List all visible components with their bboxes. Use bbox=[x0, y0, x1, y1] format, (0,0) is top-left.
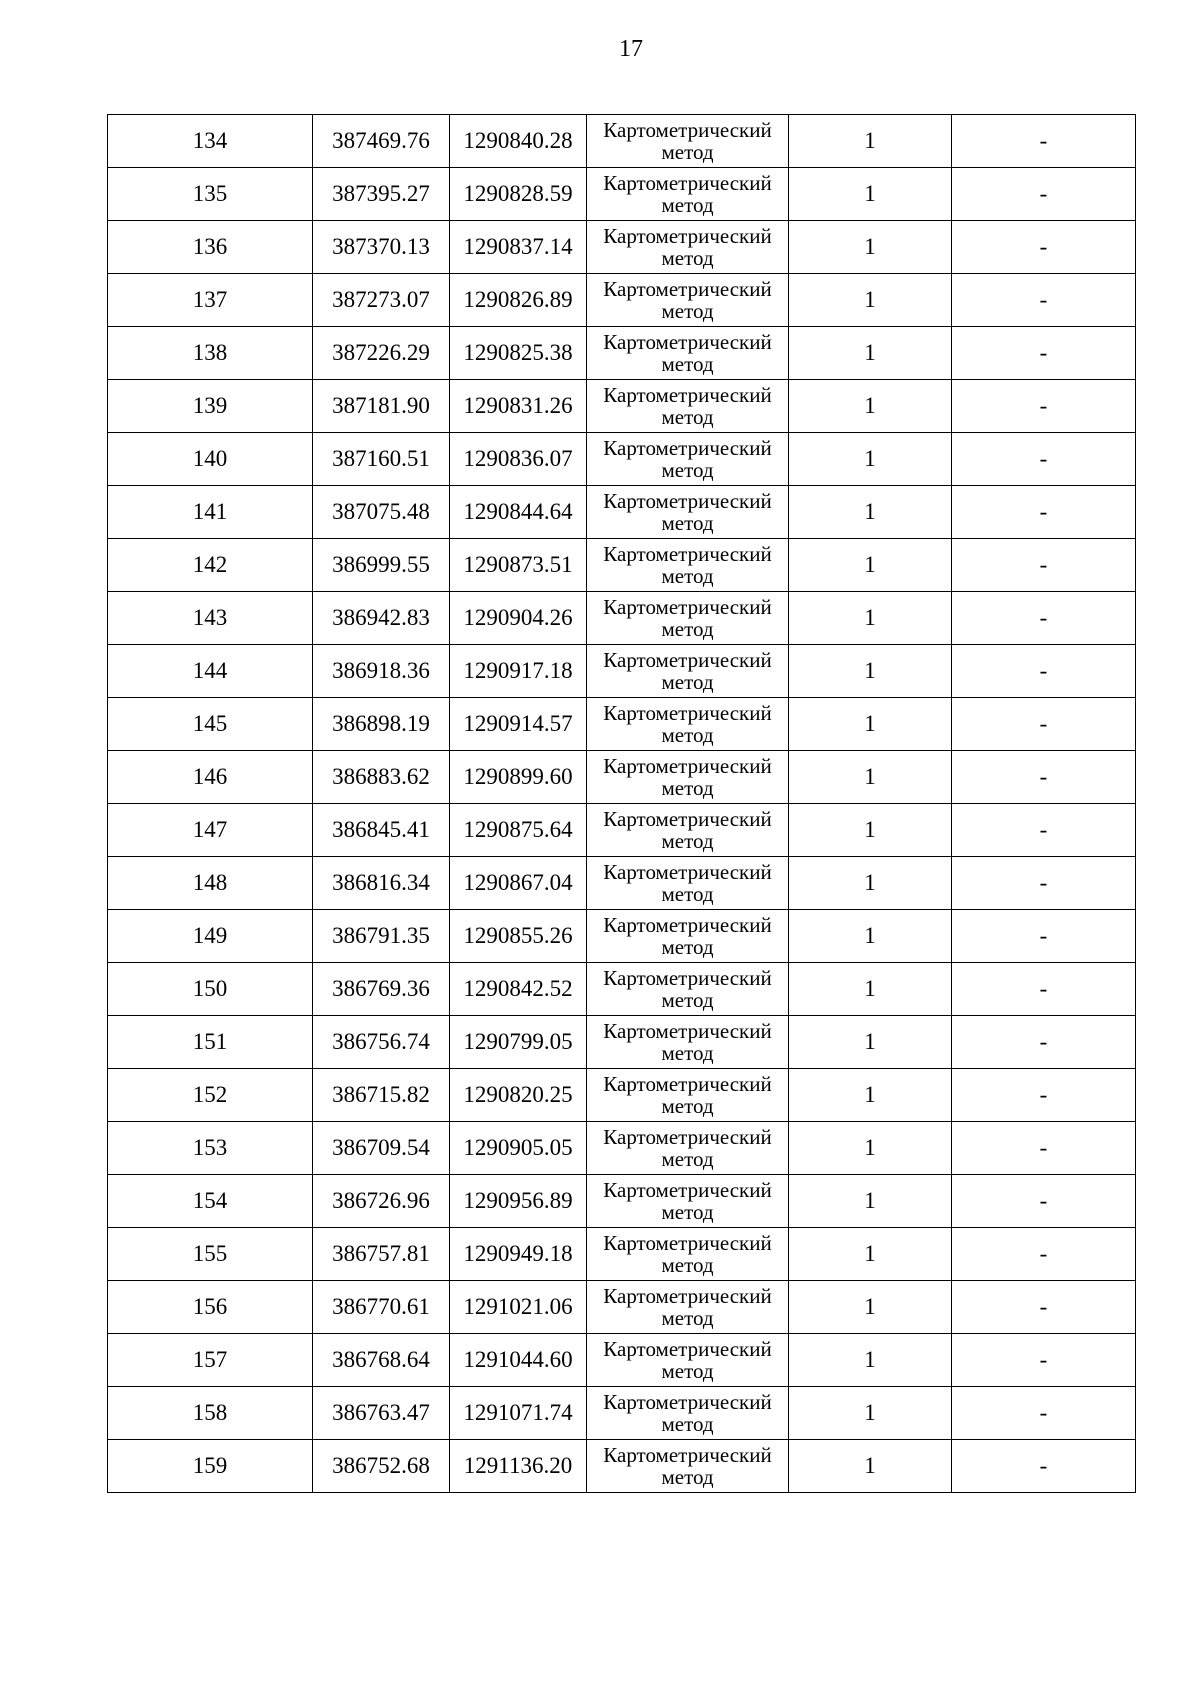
y-coordinate-cell: 1290836.07 bbox=[450, 433, 587, 486]
x-coordinate-cell: 386763.47 bbox=[313, 1387, 450, 1440]
method-line1: Картометрический bbox=[603, 1178, 772, 1202]
table-row bbox=[108, 433, 1136, 486]
method-line2: метод bbox=[661, 1094, 714, 1118]
method-cell bbox=[587, 1387, 789, 1440]
method-cell bbox=[587, 221, 789, 274]
method-line1: Картометрический bbox=[603, 1231, 772, 1255]
y-coordinate-cell: 1290917.18 bbox=[450, 645, 587, 698]
note-cell: - bbox=[952, 1228, 1136, 1281]
point-number-cell: 139 bbox=[108, 380, 313, 433]
method-line1: Картометрический bbox=[603, 1019, 772, 1043]
table-row bbox=[108, 1440, 1136, 1493]
note-cell: - bbox=[952, 1281, 1136, 1334]
point-number-cell: 135 bbox=[108, 168, 313, 221]
method-line1: Картометрический bbox=[603, 489, 772, 513]
method-line2: метод bbox=[661, 988, 714, 1012]
table-row bbox=[108, 804, 1136, 857]
y-coordinate-cell: 1291021.06 bbox=[450, 1281, 587, 1334]
method-line2: метод bbox=[661, 935, 714, 959]
accuracy-cell: 1 bbox=[789, 857, 952, 910]
method-cell bbox=[587, 1122, 789, 1175]
table-row bbox=[108, 1228, 1136, 1281]
x-coordinate-cell: 386709.54 bbox=[313, 1122, 450, 1175]
method-cell bbox=[587, 751, 789, 804]
y-coordinate-cell: 1290825.38 bbox=[450, 327, 587, 380]
y-coordinate-cell: 1290905.05 bbox=[450, 1122, 587, 1175]
point-number-cell: 158 bbox=[108, 1387, 313, 1440]
method-cell bbox=[587, 327, 789, 380]
point-number-cell: 143 bbox=[108, 592, 313, 645]
table-row bbox=[108, 1334, 1136, 1387]
method-line2: метод bbox=[661, 299, 714, 323]
method-line1: Картометрический bbox=[603, 1443, 772, 1467]
accuracy-cell: 1 bbox=[789, 433, 952, 486]
method-line1: Картометрический bbox=[603, 436, 772, 460]
x-coordinate-cell: 386769.36 bbox=[313, 963, 450, 1016]
method-line1: Картометрический bbox=[603, 1125, 772, 1149]
x-coordinate-cell: 386770.61 bbox=[313, 1281, 450, 1334]
x-coordinate-cell: 386918.36 bbox=[313, 645, 450, 698]
table-row bbox=[108, 380, 1136, 433]
method-cell bbox=[587, 1016, 789, 1069]
y-coordinate-cell: 1290855.26 bbox=[450, 910, 587, 963]
point-number-cell: 157 bbox=[108, 1334, 313, 1387]
method-line1: Картометрический bbox=[603, 595, 772, 619]
method-cell bbox=[587, 1175, 789, 1228]
method-line2: метод bbox=[661, 829, 714, 853]
accuracy-cell: 1 bbox=[789, 963, 952, 1016]
x-coordinate-cell: 386999.55 bbox=[313, 539, 450, 592]
method-line2: метод bbox=[661, 1465, 714, 1489]
y-coordinate-cell: 1291136.20 bbox=[450, 1440, 587, 1493]
method-line1: Картометрический bbox=[603, 1072, 772, 1096]
y-coordinate-cell: 1290844.64 bbox=[450, 486, 587, 539]
method-line1: Картометрический bbox=[603, 807, 772, 831]
method-cell bbox=[587, 1440, 789, 1493]
method-line2: метод bbox=[661, 140, 714, 164]
y-coordinate-cell: 1290904.26 bbox=[450, 592, 587, 645]
y-coordinate-cell: 1290873.51 bbox=[450, 539, 587, 592]
point-number-cell: 147 bbox=[108, 804, 313, 857]
coordinates-table bbox=[107, 114, 1136, 1493]
method-cell bbox=[587, 804, 789, 857]
coordinates-table-body bbox=[108, 115, 1136, 1493]
table-row bbox=[108, 1387, 1136, 1440]
table-row bbox=[108, 539, 1136, 592]
y-coordinate-cell: 1290826.89 bbox=[450, 274, 587, 327]
y-coordinate-cell: 1291044.60 bbox=[450, 1334, 587, 1387]
accuracy-cell: 1 bbox=[789, 327, 952, 380]
x-coordinate-cell: 386768.64 bbox=[313, 1334, 450, 1387]
method-line1: Картометрический bbox=[603, 277, 772, 301]
point-number-cell: 145 bbox=[108, 698, 313, 751]
table-row bbox=[108, 963, 1136, 1016]
y-coordinate-cell: 1290875.64 bbox=[450, 804, 587, 857]
accuracy-cell: 1 bbox=[789, 1387, 952, 1440]
accuracy-cell: 1 bbox=[789, 221, 952, 274]
table-row bbox=[108, 1069, 1136, 1122]
note-cell: - bbox=[952, 1334, 1136, 1387]
method-line2: метод bbox=[661, 1147, 714, 1171]
note-cell: - bbox=[952, 910, 1136, 963]
method-line2: метод bbox=[661, 1306, 714, 1330]
table-row bbox=[108, 1016, 1136, 1069]
note-cell: - bbox=[952, 274, 1136, 327]
note-cell: - bbox=[952, 1175, 1136, 1228]
method-line2: метод bbox=[661, 352, 714, 376]
point-number-cell: 151 bbox=[108, 1016, 313, 1069]
method-cell bbox=[587, 1281, 789, 1334]
method-line2: метод bbox=[661, 1359, 714, 1383]
table-row bbox=[108, 592, 1136, 645]
x-coordinate-cell: 387469.76 bbox=[313, 115, 450, 168]
y-coordinate-cell: 1290820.25 bbox=[450, 1069, 587, 1122]
point-number-cell: 149 bbox=[108, 910, 313, 963]
method-line1: Картометрический bbox=[603, 330, 772, 354]
x-coordinate-cell: 386752.68 bbox=[313, 1440, 450, 1493]
accuracy-cell: 1 bbox=[789, 751, 952, 804]
note-cell: - bbox=[952, 327, 1136, 380]
method-cell bbox=[587, 857, 789, 910]
point-number-cell: 134 bbox=[108, 115, 313, 168]
point-number-cell: 155 bbox=[108, 1228, 313, 1281]
method-line1: Картометрический bbox=[603, 1337, 772, 1361]
point-number-cell: 148 bbox=[108, 857, 313, 910]
x-coordinate-cell: 386726.96 bbox=[313, 1175, 450, 1228]
accuracy-cell: 1 bbox=[789, 698, 952, 751]
x-coordinate-cell: 387370.13 bbox=[313, 221, 450, 274]
method-line1: Картометрический bbox=[603, 224, 772, 248]
accuracy-cell: 1 bbox=[789, 592, 952, 645]
note-cell: - bbox=[952, 963, 1136, 1016]
accuracy-cell: 1 bbox=[789, 1122, 952, 1175]
note-cell: - bbox=[952, 486, 1136, 539]
method-cell bbox=[587, 963, 789, 1016]
x-coordinate-cell: 387226.29 bbox=[313, 327, 450, 380]
accuracy-cell: 1 bbox=[789, 1281, 952, 1334]
method-line1: Картометрический bbox=[603, 383, 772, 407]
method-line1: Картометрический bbox=[603, 860, 772, 884]
accuracy-cell: 1 bbox=[789, 1228, 952, 1281]
point-number-cell: 150 bbox=[108, 963, 313, 1016]
method-line2: метод bbox=[661, 723, 714, 747]
note-cell: - bbox=[952, 1122, 1136, 1175]
table-row bbox=[108, 115, 1136, 168]
table-row bbox=[108, 1175, 1136, 1228]
note-cell: - bbox=[952, 539, 1136, 592]
method-cell bbox=[587, 1069, 789, 1122]
method-line2: метод bbox=[661, 246, 714, 270]
method-cell bbox=[587, 910, 789, 963]
method-line2: метод bbox=[661, 564, 714, 588]
note-cell: - bbox=[952, 221, 1136, 274]
point-number-cell: 146 bbox=[108, 751, 313, 804]
accuracy-cell: 1 bbox=[789, 115, 952, 168]
method-line2: метод bbox=[661, 882, 714, 906]
method-cell bbox=[587, 168, 789, 221]
y-coordinate-cell: 1290799.05 bbox=[450, 1016, 587, 1069]
x-coordinate-cell: 386898.19 bbox=[313, 698, 450, 751]
point-number-cell: 136 bbox=[108, 221, 313, 274]
method-line1: Картометрический bbox=[603, 966, 772, 990]
point-number-cell: 152 bbox=[108, 1069, 313, 1122]
x-coordinate-cell: 387273.07 bbox=[313, 274, 450, 327]
point-number-cell: 153 bbox=[108, 1122, 313, 1175]
method-line1: Картометрический bbox=[603, 701, 772, 725]
x-coordinate-cell: 387160.51 bbox=[313, 433, 450, 486]
x-coordinate-cell: 386845.41 bbox=[313, 804, 450, 857]
method-line1: Картометрический bbox=[603, 754, 772, 778]
table-row bbox=[108, 698, 1136, 751]
y-coordinate-cell: 1291071.74 bbox=[450, 1387, 587, 1440]
accuracy-cell: 1 bbox=[789, 168, 952, 221]
note-cell: - bbox=[952, 645, 1136, 698]
note-cell: - bbox=[952, 804, 1136, 857]
method-line2: метод bbox=[661, 511, 714, 535]
x-coordinate-cell: 386757.81 bbox=[313, 1228, 450, 1281]
method-cell bbox=[587, 274, 789, 327]
table-row bbox=[108, 168, 1136, 221]
y-coordinate-cell: 1290867.04 bbox=[450, 857, 587, 910]
table-row bbox=[108, 645, 1136, 698]
method-cell bbox=[587, 433, 789, 486]
method-cell bbox=[587, 645, 789, 698]
accuracy-cell: 1 bbox=[789, 539, 952, 592]
x-coordinate-cell: 386756.74 bbox=[313, 1016, 450, 1069]
method-line1: Картометрический bbox=[603, 171, 772, 195]
method-line2: метод bbox=[661, 405, 714, 429]
method-line1: Картометрический bbox=[603, 118, 772, 142]
table-row bbox=[108, 1122, 1136, 1175]
point-number-cell: 138 bbox=[108, 327, 313, 380]
x-coordinate-cell: 386942.83 bbox=[313, 592, 450, 645]
x-coordinate-cell: 386791.35 bbox=[313, 910, 450, 963]
method-cell bbox=[587, 1228, 789, 1281]
method-line2: метод bbox=[661, 776, 714, 800]
method-line1: Картометрический bbox=[603, 542, 772, 566]
note-cell: - bbox=[952, 857, 1136, 910]
accuracy-cell: 1 bbox=[789, 1069, 952, 1122]
point-number-cell: 154 bbox=[108, 1175, 313, 1228]
method-line1: Картометрический bbox=[603, 1284, 772, 1308]
y-coordinate-cell: 1290840.28 bbox=[450, 115, 587, 168]
y-coordinate-cell: 1290842.52 bbox=[450, 963, 587, 1016]
y-coordinate-cell: 1290837.14 bbox=[450, 221, 587, 274]
method-cell bbox=[587, 592, 789, 645]
accuracy-cell: 1 bbox=[789, 1440, 952, 1493]
accuracy-cell: 1 bbox=[789, 804, 952, 857]
x-coordinate-cell: 387395.27 bbox=[313, 168, 450, 221]
table-row bbox=[108, 221, 1136, 274]
point-number-cell: 144 bbox=[108, 645, 313, 698]
table-row bbox=[108, 486, 1136, 539]
method-cell bbox=[587, 486, 789, 539]
table-row bbox=[108, 857, 1136, 910]
accuracy-cell: 1 bbox=[789, 274, 952, 327]
y-coordinate-cell: 1290914.57 bbox=[450, 698, 587, 751]
method-line1: Картометрический bbox=[603, 913, 772, 937]
table-row bbox=[108, 327, 1136, 380]
x-coordinate-cell: 386816.34 bbox=[313, 857, 450, 910]
note-cell: - bbox=[952, 433, 1136, 486]
y-coordinate-cell: 1290956.89 bbox=[450, 1175, 587, 1228]
method-line2: метод bbox=[661, 1412, 714, 1436]
point-number-cell: 141 bbox=[108, 486, 313, 539]
accuracy-cell: 1 bbox=[789, 645, 952, 698]
accuracy-cell: 1 bbox=[789, 1016, 952, 1069]
method-line2: метод bbox=[661, 193, 714, 217]
page-number: 17 bbox=[619, 36, 643, 62]
method-line2: метод bbox=[661, 670, 714, 694]
note-cell: - bbox=[952, 751, 1136, 804]
y-coordinate-cell: 1290831.26 bbox=[450, 380, 587, 433]
point-number-cell: 142 bbox=[108, 539, 313, 592]
method-cell bbox=[587, 115, 789, 168]
method-line1: Картометрический bbox=[603, 648, 772, 672]
accuracy-cell: 1 bbox=[789, 910, 952, 963]
accuracy-cell: 1 bbox=[789, 1175, 952, 1228]
method-cell bbox=[587, 698, 789, 751]
point-number-cell: 140 bbox=[108, 433, 313, 486]
method-cell bbox=[587, 539, 789, 592]
table-row bbox=[108, 751, 1136, 804]
accuracy-cell: 1 bbox=[789, 380, 952, 433]
table-row bbox=[108, 274, 1136, 327]
note-cell: - bbox=[952, 115, 1136, 168]
method-line2: метод bbox=[661, 458, 714, 482]
point-number-cell: 137 bbox=[108, 274, 313, 327]
method-line2: метод bbox=[661, 1200, 714, 1224]
point-number-cell: 156 bbox=[108, 1281, 313, 1334]
method-line2: метод bbox=[661, 1041, 714, 1065]
note-cell: - bbox=[952, 1387, 1136, 1440]
note-cell: - bbox=[952, 592, 1136, 645]
y-coordinate-cell: 1290828.59 bbox=[450, 168, 587, 221]
note-cell: - bbox=[952, 1440, 1136, 1493]
method-cell bbox=[587, 1334, 789, 1387]
accuracy-cell: 1 bbox=[789, 1334, 952, 1387]
method-line2: метод bbox=[661, 1253, 714, 1277]
note-cell: - bbox=[952, 1069, 1136, 1122]
note-cell: - bbox=[952, 168, 1136, 221]
x-coordinate-cell: 386715.82 bbox=[313, 1069, 450, 1122]
method-line2: метод bbox=[661, 617, 714, 641]
method-line1: Картометрический bbox=[603, 1390, 772, 1414]
note-cell: - bbox=[952, 380, 1136, 433]
point-number-cell: 159 bbox=[108, 1440, 313, 1493]
method-cell bbox=[587, 380, 789, 433]
table-row bbox=[108, 1281, 1136, 1334]
x-coordinate-cell: 386883.62 bbox=[313, 751, 450, 804]
table-row bbox=[108, 910, 1136, 963]
y-coordinate-cell: 1290949.18 bbox=[450, 1228, 587, 1281]
y-coordinate-cell: 1290899.60 bbox=[450, 751, 587, 804]
note-cell: - bbox=[952, 1016, 1136, 1069]
note-cell: - bbox=[952, 698, 1136, 751]
x-coordinate-cell: 387181.90 bbox=[313, 380, 450, 433]
x-coordinate-cell: 387075.48 bbox=[313, 486, 450, 539]
accuracy-cell: 1 bbox=[789, 486, 952, 539]
